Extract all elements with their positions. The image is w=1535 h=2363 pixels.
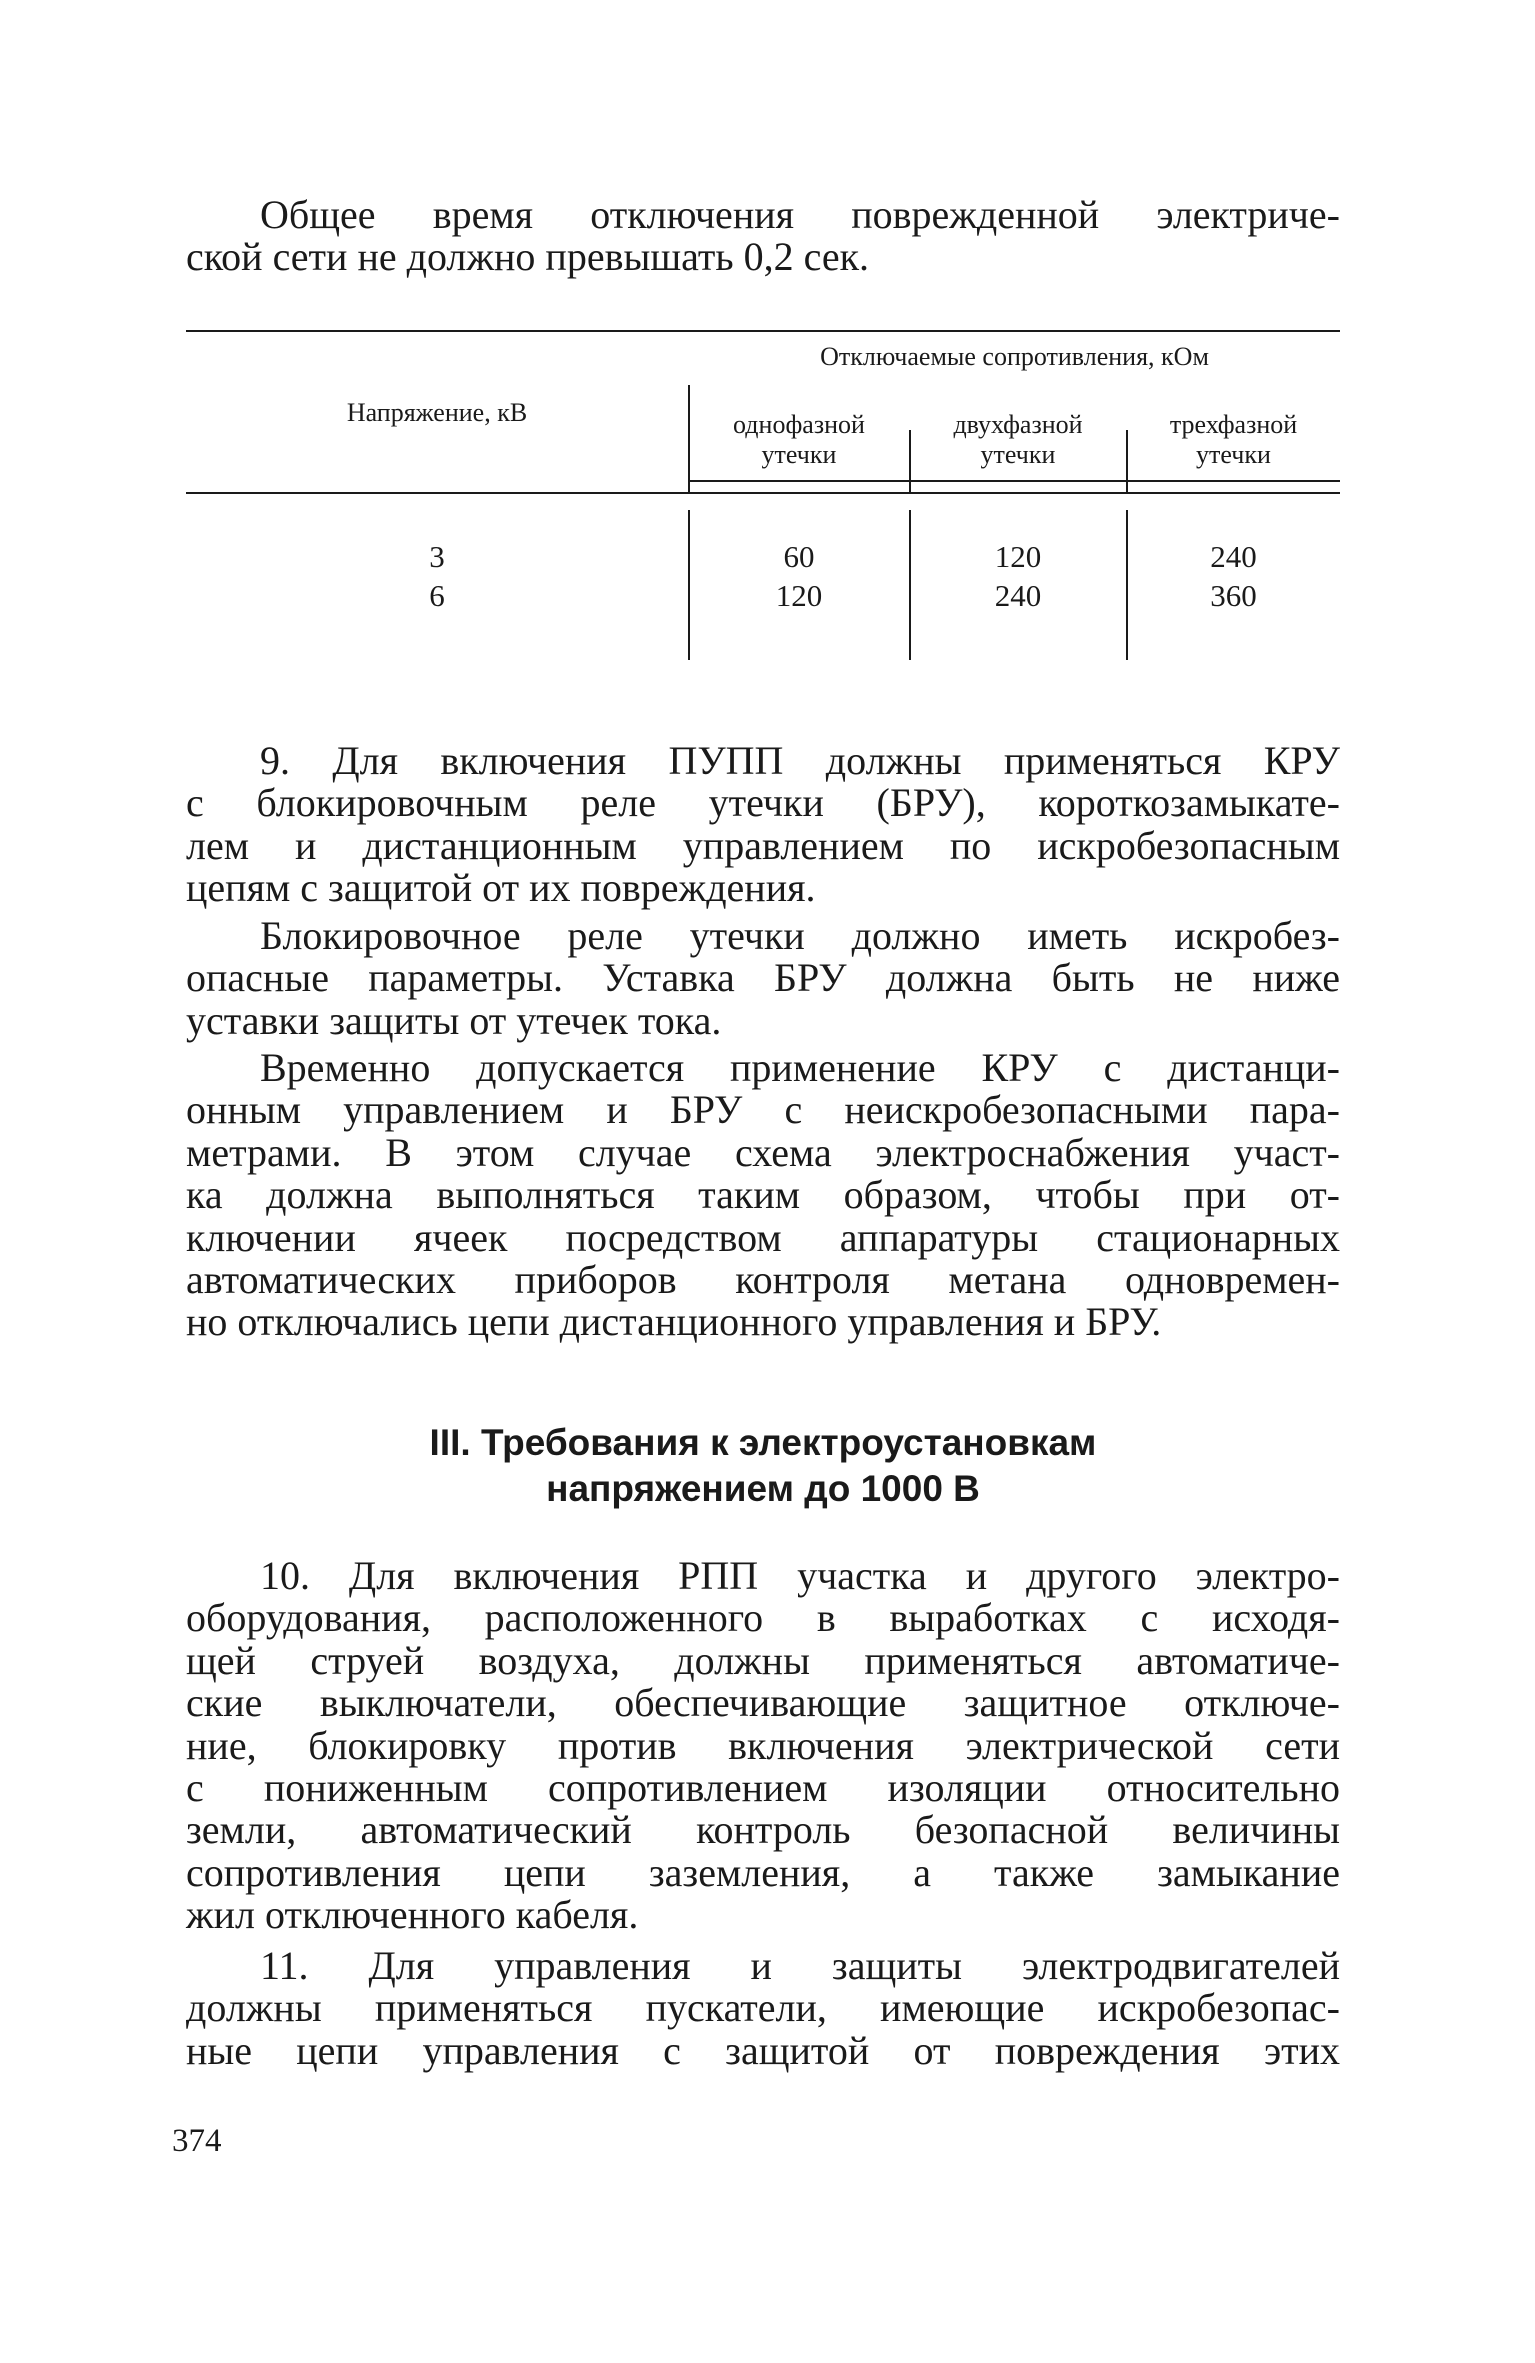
table-header-rule bbox=[186, 492, 1340, 494]
text-line: но отключались цепи дистанционного управления и БРУ. bbox=[186, 1299, 1162, 1345]
subheader-line: трехфазной bbox=[1169, 410, 1298, 439]
section-9-paragraph-2 bbox=[186, 915, 1340, 1042]
section-9-paragraph-3 bbox=[186, 1047, 1340, 1344]
cell-single-phase: 60 bbox=[783, 539, 815, 574]
section-heading bbox=[186, 1420, 1340, 1512]
header-voltage: Напряжение, кВ bbox=[346, 398, 528, 427]
intro-paragraph bbox=[186, 194, 1340, 279]
text-line: уставки защиты от утечек тока. bbox=[186, 997, 722, 1043]
section-11-paragraph bbox=[186, 1945, 1340, 2072]
section-9-paragraph-1 bbox=[186, 740, 1340, 910]
text-line: щей струей воздуха, должны применяться автоматиче- bbox=[186, 1637, 1340, 1683]
text-line: с блокировочным реле утечки (БРУ), короткозамыкате- bbox=[186, 780, 1340, 826]
section-heading-line: напряжением до 1000 В bbox=[546, 1468, 980, 1509]
section-heading-line: III. Требования к электроустановкам bbox=[429, 1422, 1097, 1463]
text-line: Временно допускается применение КРУ с дистанци- bbox=[260, 1045, 1340, 1090]
text-line: ключении ячеек посредством аппаратуры стационарных bbox=[186, 1214, 1340, 1260]
cell-two-phase: 240 bbox=[994, 578, 1042, 613]
text-line: 9. Для включения ПУПП должны применяться КРУ bbox=[260, 738, 1340, 783]
text-line: ские выключатели, обеспечивающие защитное отключе- bbox=[186, 1680, 1340, 1726]
cell-voltage: 6 bbox=[429, 578, 445, 613]
subheader-single-phase bbox=[689, 410, 909, 470]
text-line: онным управлением и БРУ с неискробезопасными пара- bbox=[186, 1087, 1340, 1133]
resistance-table bbox=[186, 330, 1340, 660]
text-line: сопротивления цепи заземления, а также замыкание bbox=[186, 1849, 1340, 1895]
table-top-rule bbox=[186, 330, 1340, 332]
text-line: Общее время отключения поврежденной электриче- bbox=[260, 192, 1340, 237]
cell-single-phase: 120 bbox=[775, 578, 823, 613]
text-line: ние, блокировку против включения электрической сети bbox=[186, 1722, 1340, 1768]
cell-three-phase: 240 bbox=[1210, 539, 1257, 574]
subheader-three-phase bbox=[1127, 410, 1340, 470]
text-line: 10. Для включения РПП участка и другого электро- bbox=[260, 1553, 1340, 1598]
text-line: цепям с защитой от их повреждения. bbox=[186, 865, 816, 911]
text-line: с пониженным сопротивлением изоляции относительно bbox=[186, 1764, 1340, 1810]
text-line: земли, автоматический контроль безопасной величины bbox=[186, 1807, 1340, 1853]
text-line: лем и дистанционным управлением по искробезопасным bbox=[186, 822, 1340, 868]
subheader-line: утечки bbox=[1196, 440, 1271, 469]
table-group-rule bbox=[689, 480, 1340, 482]
section-10-paragraph bbox=[186, 1555, 1340, 1937]
subheader-line: утечки bbox=[980, 440, 1056, 469]
cell-voltage: 3 bbox=[429, 539, 445, 574]
text-line: ка должна выполняться таким образом, чтобы при от- bbox=[186, 1172, 1340, 1218]
page-number: 374 bbox=[172, 2123, 222, 2159]
text-line: жил отключенного кабеля. bbox=[186, 1892, 639, 1938]
subheader-line: однофазной bbox=[733, 410, 865, 439]
subheader-line: двухфазной bbox=[953, 410, 1083, 439]
header-resistance-group: Отключаемые сопротивления, кОм bbox=[820, 342, 1209, 371]
text-line: должны применяться пускатели, имеющие искробезопас- bbox=[186, 1985, 1340, 2031]
text-line: ской сети не должно превышать 0,2 сек. bbox=[186, 234, 870, 280]
cell-three-phase: 360 bbox=[1210, 578, 1257, 613]
text-line: ные цепи управления с защитой от повреждения этих bbox=[186, 2027, 1340, 2073]
text-line: автоматических приборов контроля метана одновремен- bbox=[186, 1256, 1340, 1302]
text-line: Блокировочное реле утечки должно иметь искробез- bbox=[260, 913, 1340, 958]
subheader-two-phase bbox=[910, 410, 1126, 470]
text-line: оборудования, расположенного в выработках с исходя- bbox=[186, 1595, 1340, 1641]
text-line: метрами. В этом случае схема электроснабжения участ- bbox=[186, 1129, 1340, 1175]
text-line: 11. Для управления и защиты электродвигателей bbox=[260, 1943, 1340, 1988]
cell-two-phase: 120 bbox=[994, 539, 1042, 574]
text-line: опасные параметры. Уставка БРУ должна быть не ниже bbox=[186, 955, 1340, 1001]
subheader-line: утечки bbox=[761, 440, 837, 469]
